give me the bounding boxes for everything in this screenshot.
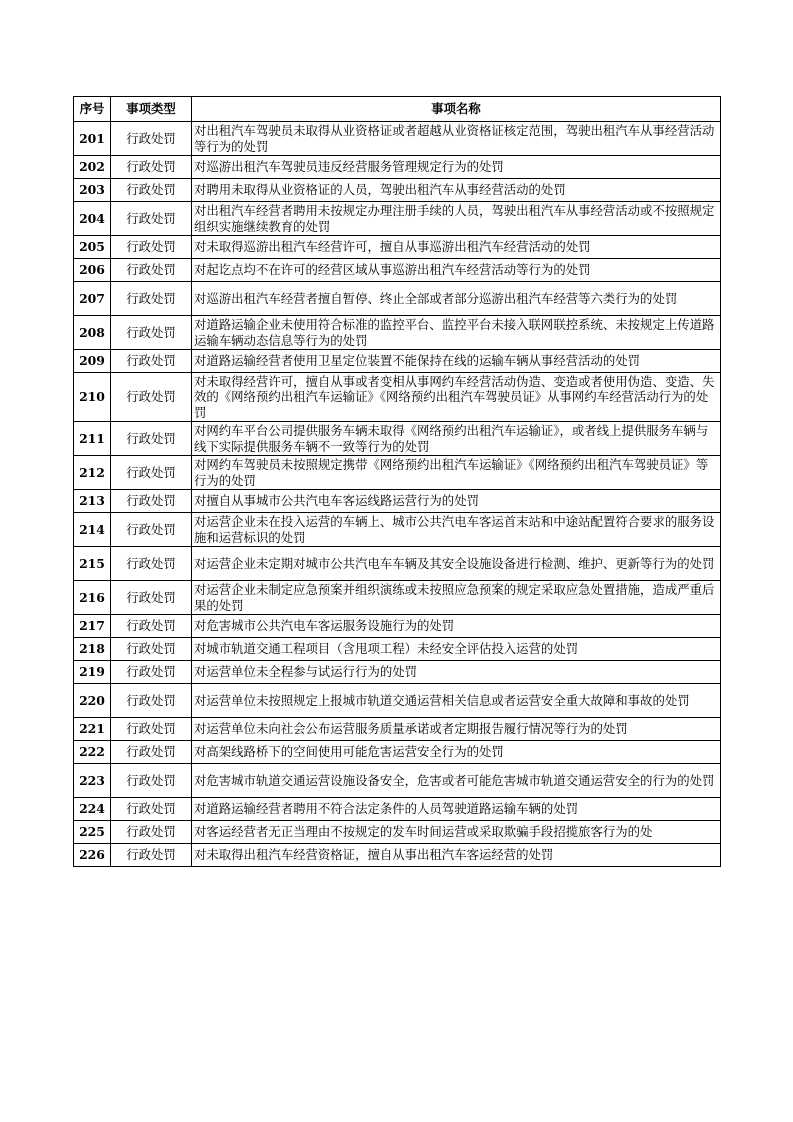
row-no: 223 xyxy=(74,764,111,798)
table-row xyxy=(74,821,721,844)
table-row xyxy=(74,316,721,350)
row-type: 行政处罚 xyxy=(111,581,192,615)
table-row xyxy=(74,741,721,764)
row-no: 222 xyxy=(74,741,111,764)
row-type: 行政处罚 xyxy=(111,422,192,456)
table-row xyxy=(74,282,721,316)
row-no: 205 xyxy=(74,236,111,259)
row-no: 220 xyxy=(74,684,111,718)
row-type: 行政处罚 xyxy=(111,316,192,350)
row-name: 对运营单位未按照规定上报城市轨道交通运营相关信息或者运营安全重大故障和事故的处罚 xyxy=(192,684,721,718)
row-type: 行政处罚 xyxy=(111,661,192,684)
header-type: 事项类型 xyxy=(111,97,192,122)
row-type: 行政处罚 xyxy=(111,821,192,844)
row-type: 行政处罚 xyxy=(111,202,192,236)
row-no: 203 xyxy=(74,179,111,202)
table-row xyxy=(74,615,721,638)
table-row xyxy=(74,490,721,513)
row-no: 204 xyxy=(74,202,111,236)
row-no: 214 xyxy=(74,513,111,547)
row-no: 209 xyxy=(74,350,111,373)
table-row xyxy=(74,456,721,490)
table-row xyxy=(74,350,721,373)
row-type: 行政处罚 xyxy=(111,179,192,202)
row-no: 213 xyxy=(74,490,111,513)
row-type: 行政处罚 xyxy=(111,741,192,764)
row-name-cell xyxy=(192,821,721,844)
row-name: 对网约车驾驶员未按照规定携带《网络预约出租汽车运输证》《网络预约出租汽车驾驶员证》等行为的处罚 xyxy=(192,456,721,490)
row-name: 对未取得巡游出租汽车经营许可，擅自从事巡游出租汽车经营活动的处罚 xyxy=(192,236,721,259)
row-type: 行政处罚 xyxy=(111,684,192,718)
row-name: 对运营企业未制定应急预案并组织演练或未按照应急预案的规定采取应急处置措施，造成严重后果的处罚 xyxy=(192,581,721,615)
table-row xyxy=(74,513,721,547)
row-type: 行政处罚 xyxy=(111,490,192,513)
row-name: 对道路运输经营者聘用不符合法定条件的人员驾驶道路运输车辆的处罚 xyxy=(192,798,721,821)
row-type: 行政处罚 xyxy=(111,844,192,867)
table-row xyxy=(74,236,721,259)
table-row xyxy=(74,684,721,718)
matters-table xyxy=(73,96,721,867)
row-name: 对巡游出租汽车经营者擅自暂停、终止全部或者部分巡游出租汽车经营等六类行为的处罚 xyxy=(192,282,721,316)
table-row xyxy=(74,373,721,422)
row-no: 208 xyxy=(74,316,111,350)
row-name: 对未取得经营许可，擅自从事或者变相从事网约车经营活动伪造、变造或者使用伪造、变造、失效的《网络预约出租汽车运输证》《网络预约出租汽车驾驶员证》从事网约车经营活动行为的处罚 xyxy=(194,374,715,420)
row-name: 对运营单位未向社会公布运营服务质量承诺或者定期报告履行情况等行为的处罚 xyxy=(192,718,721,741)
row-no: 219 xyxy=(74,661,111,684)
table-row xyxy=(74,581,721,615)
row-no: 215 xyxy=(74,547,111,581)
row-type: 行政处罚 xyxy=(111,798,192,821)
table-row xyxy=(74,156,721,179)
row-no: 225 xyxy=(74,821,111,844)
table-row xyxy=(74,202,721,236)
row-name: 对道路运输经营者使用卫星定位装置不能保持在线的运输车辆从事经营活动的处罚 xyxy=(192,350,721,373)
row-type: 行政处罚 xyxy=(111,456,192,490)
table-row xyxy=(74,661,721,684)
row-no: 206 xyxy=(74,259,111,282)
row-no: 218 xyxy=(74,638,111,661)
table-row xyxy=(74,122,721,156)
row-name: 对客运经营者无正当理由不按规定的发车时间运营或采取欺骗手段招揽旅客行为的处 xyxy=(194,824,653,840)
table-row xyxy=(74,638,721,661)
row-no: 207 xyxy=(74,282,111,316)
row-name: 对高架线路桥下的空间使用可能危害运营安全行为的处罚 xyxy=(192,741,721,764)
row-name: 对道路运输企业未使用符合标准的监控平台、监控平台未接入联网联控系统、未按规定上传道路运输车辆动态信息等行为的处罚 xyxy=(192,316,721,350)
row-type: 行政处罚 xyxy=(111,236,192,259)
row-no: 221 xyxy=(74,718,111,741)
row-type: 行政处罚 xyxy=(111,156,192,179)
table-row xyxy=(74,798,721,821)
row-no: 226 xyxy=(74,844,111,867)
row-type: 行政处罚 xyxy=(111,282,192,316)
row-type: 行政处罚 xyxy=(111,350,192,373)
row-name: 对出租汽车经营者聘用未按规定办理注册手续的人员，驾驶出租汽车从事经营活动或不按照规定组织实施继续教育的处罚 xyxy=(192,202,721,236)
table-header-row xyxy=(74,97,721,122)
row-type: 行政处罚 xyxy=(111,547,192,581)
row-type: 行政处罚 xyxy=(111,259,192,282)
row-no: 216 xyxy=(74,581,111,615)
row-name: 对运营企业未在投入运营的车辆上、城市公共汽电车客运首末站和中途站配置符合要求的服务设施和运营标识的处罚 xyxy=(192,513,721,547)
row-type: 行政处罚 xyxy=(111,373,192,422)
row-name: 对运营企业未定期对城市公共汽电车车辆及其安全设施设备进行检测、维护、更新等行为的处罚 xyxy=(192,547,721,581)
header-name: 事项名称 xyxy=(192,97,721,122)
row-name: 对聘用未取得从业资格证的人员，驾驶出租汽车从事经营活动的处罚 xyxy=(192,179,721,202)
row-no: 210 xyxy=(74,373,111,422)
row-type: 行政处罚 xyxy=(111,615,192,638)
row-type: 行政处罚 xyxy=(111,638,192,661)
row-name: 对擅自从事城市公共汽电车客运线路运营行为的处罚 xyxy=(192,490,721,513)
table-row xyxy=(74,259,721,282)
row-name: 对巡游出租汽车驾驶员违反经营服务管理规定行为的处罚 xyxy=(192,156,721,179)
table-row xyxy=(74,718,721,741)
row-name: 对网约车平台公司提供服务车辆未取得《网络预约出租汽车运输证》，或者线上提供服务车辆与线下实际提供服务车辆不一致等行为的处罚 xyxy=(192,422,721,456)
row-name: 对出租汽车驾驶员未取得从业资格证或者超越从业资格证核定范围，驾驶出租汽车从事经营活动等行为的处罚 xyxy=(192,122,721,156)
row-no: 224 xyxy=(74,798,111,821)
table-row xyxy=(74,179,721,202)
row-type: 行政处罚 xyxy=(111,718,192,741)
row-name: 对运营单位未全程参与试运行行为的处罚 xyxy=(192,661,721,684)
row-name-cell xyxy=(192,373,721,422)
table-row xyxy=(74,422,721,456)
row-name: 对危害城市轨道交通运营设施设备安全，危害或者可能危害城市轨道交通运营安全的行为的处罚 xyxy=(192,764,721,798)
row-name: 对起讫点均不在许可的经营区域从事巡游出租汽车经营活动等行为的处罚 xyxy=(192,259,721,282)
row-name: 对城市轨道交通工程项目（含甩项工程）未经安全评估投入运营的处罚 xyxy=(192,638,721,661)
row-name: 对危害城市公共汽电车客运服务设施行为的处罚 xyxy=(192,615,721,638)
row-no: 211 xyxy=(74,422,111,456)
table-row xyxy=(74,844,721,867)
row-no: 212 xyxy=(74,456,111,490)
table-row xyxy=(74,547,721,581)
row-type: 行政处罚 xyxy=(111,122,192,156)
row-no: 217 xyxy=(74,615,111,638)
row-no: 202 xyxy=(74,156,111,179)
row-name: 对未取得出租汽车经营资格证，擅自从事出租汽车客运经营的处罚 xyxy=(192,844,721,867)
row-type: 行政处罚 xyxy=(111,513,192,547)
row-type: 行政处罚 xyxy=(111,764,192,798)
row-no: 201 xyxy=(74,122,111,156)
table-row xyxy=(74,764,721,798)
header-no: 序号 xyxy=(74,97,111,122)
